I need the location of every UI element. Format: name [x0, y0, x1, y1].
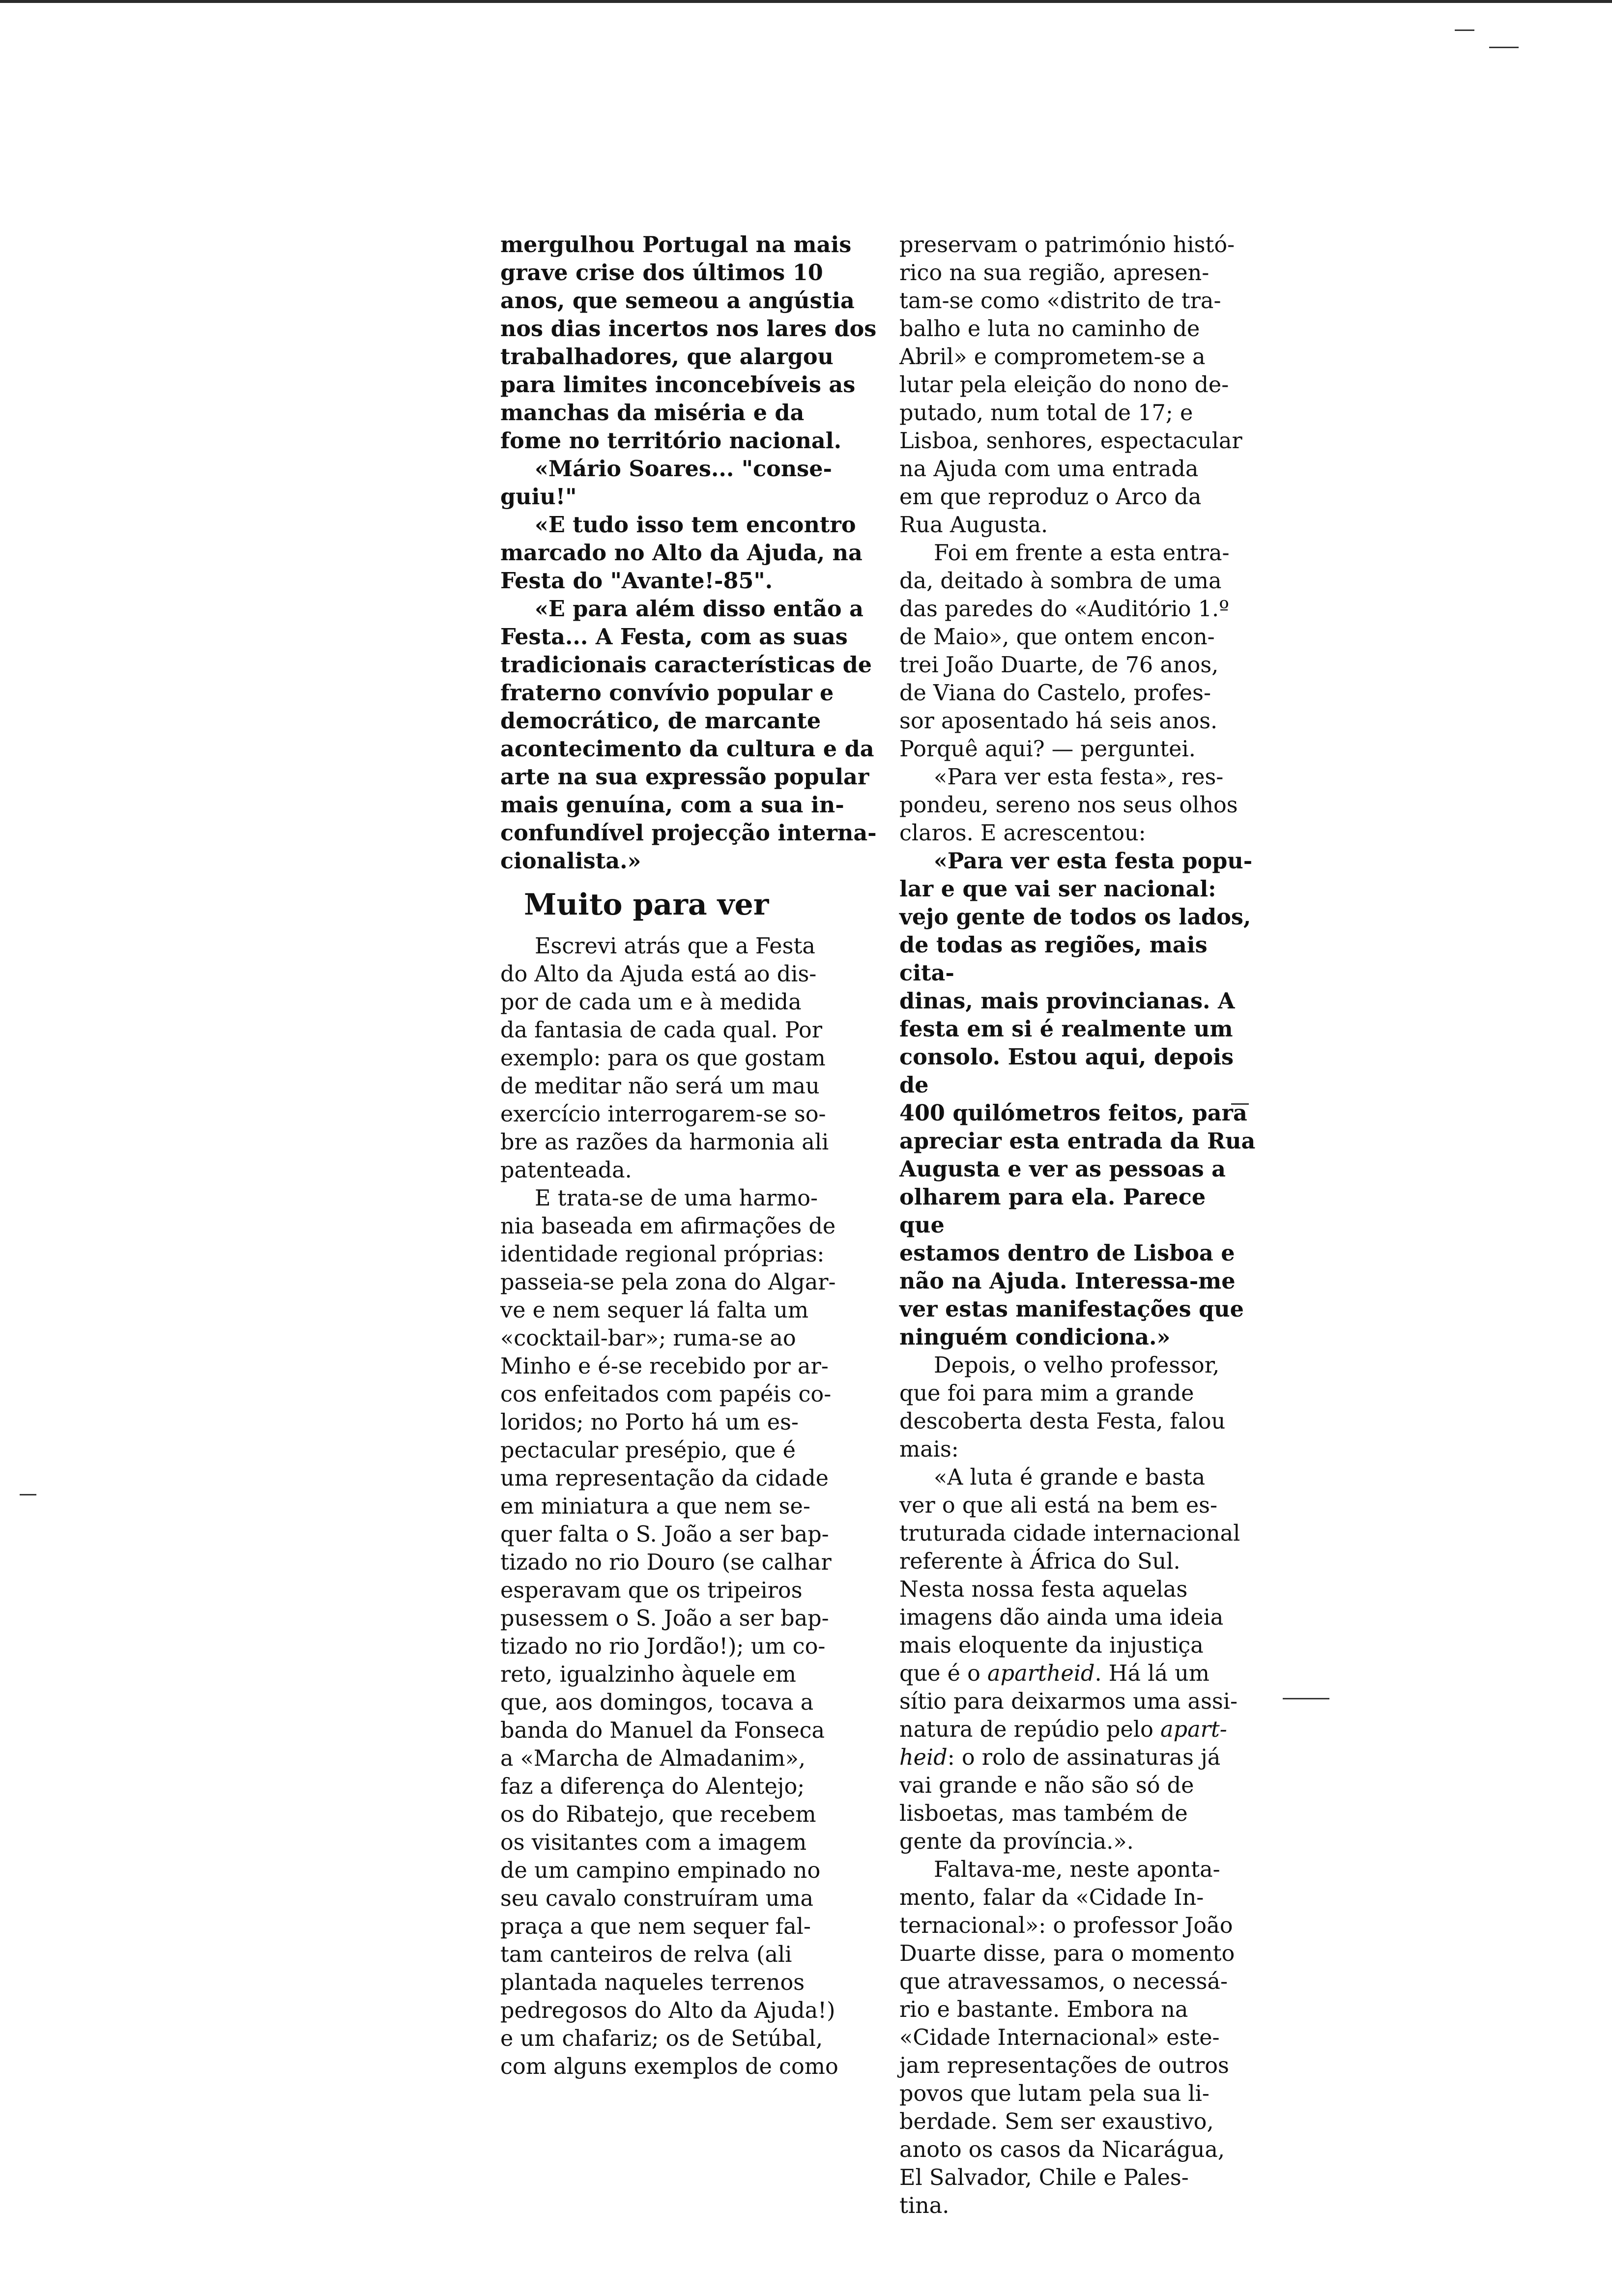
- article-paragraph: «E para além disso então a Festa... A Festa, com as suas tradicionais características de fraterno convívio popular e democrático, de marcante acontecimento da cultura e da arte na sua expressão popular mais genuína, com a sua in- confundível projecção interna- cionalista.»: [500, 596, 877, 874]
- article-paragraph: Faltava-me, neste aponta- mento, falar da «Cidade In- ternacional»: o professor João Duarte disse, para o momento que atravessamos, o necessá- rio e bastante. Embora na «Cidade Internacional» este- jam representações de outros povos que lutam pela sua li- berdade. Sem ser exaustivo, anoto os casos da Nicarágua, El Salvador, Chile e Pales- tina.: [899, 1857, 1235, 2218]
- scan-speck: [1455, 29, 1474, 31]
- article-paragraph: Escrevi atrás que a Festa do Alto da Ajuda está ao dis- por de cada um e à medida da fantasia de cada qual. Por exemplo: para os que gostam de meditar não será um mau exercício interrogarem-se so- bre as razões da harmonia ali patenteada.: [500, 934, 829, 1183]
- scan-speck: [1283, 1698, 1329, 1699]
- quote-text: . Há lá um sítio para deixarmos uma assi- natura de repúdio pelo: [899, 1661, 1238, 1742]
- emphasis-term: apartheid: [987, 1661, 1095, 1686]
- article-paragraph: E trata-se de uma harmo- nia baseada em afirmações de identidade regional próprias: passeia-se pela zona do Algar- ve e nem sequer lá falta um «cocktail-bar»; ruma-se ao Minho e é-se recebido por ar- cos enfeitados com papéis co- loridos; no Porto há um es- pectacular presépio, que é uma representação da cidade em miniatura a que nem se- quer falta o S. João a ser bap- tizado no rio Douro (se calhar esperavam que os tripeiros pusessem o S. João a ser bap- tizado no rio Jordão!); um co- reto, igualzinho àquele em que, aos domingos, tocava a banda do Manuel da Fonseca a «Marcha de Almadanim», faz a diferença do Alentejo; os do Ribatejo, que recebem os visitantes com a imagem de um campino empinado no seu cavalo construíram uma praça a que nem sequer fal- tam canteiros de relva (ali plantada naqueles terrenos pedregosos do Alto da Ajuda!) e um chafariz; os de Setúbal, com alguns exemplos de como: [500, 1186, 838, 2079]
- article-paragraph: «E tudo isso tem encontro marcado no Alto da Ajuda, na Festa do "Avante!-85".: [500, 512, 863, 594]
- article-column-right: [899, 231, 1258, 2220]
- article-paragraph: «Para ver esta festa popu- lar e que vai ser nacional: vejo gente de todos os lados, de todas as regiões, mais cita- dinas, mais provincianas. A festa em si é realmente um consolo. Estou aqui, depois de 400 quilómetros feitos, para apreciar esta entrada da Rua Augusta e ver as pessoas a olharem para ela. Parece que estamos dentro de Lisboa e não na Ajuda. Interessa-me ver estas manifestações que ninguém condiciona.»: [899, 848, 1256, 1350]
- article-paragraph: preservam o património histó- rico na sua região, apresen- tam-se como «distrito de tra- balho e luta no caminho de Abril» e comprometem-se a lutar pela eleição do nono de- putado, num total de 17; e Lisboa, senhores, espectacular na Ajuda com uma entrada em que reproduz o Arco da Rua Augusta.: [899, 232, 1242, 538]
- scan-speck: [1489, 47, 1519, 48]
- scan-border-top: [0, 0, 1612, 3]
- article-paragraph: «Para ver esta festa», res- pondeu, sereno nos seus olhos claros. E acrescentou:: [899, 765, 1238, 846]
- quote-text: «A luta é grande e basta ver o que ali está na bem es- truturada cidade internacional referente à África do Sul. Nesta nossa festa aquelas imagens dão ainda uma ideia mais eloquente da injustiça que é o: [899, 1465, 1240, 1686]
- article-paragraph: «Mário Soares... "conse- guiu!": [500, 456, 833, 510]
- article-paragraph: Foi em frente a esta entra- da, deitado à sombra de uma das paredes do «Auditório 1.º de Maio», que ontem encon- trei João Duarte, de 76 anos, de Viana do Castelo, profes- sor aposentado há seis anos. Porquê aqui? — perguntei.: [899, 541, 1230, 762]
- article-paragraph: mergulhou Portugal na mais grave crise dos últimos 10 anos, que semeou a angústia nos dias incertos nos lares dos trabalhadores, que alargou para limites inconcebíveis as manchas da miséria e da fome no território nacional.: [500, 232, 877, 454]
- article-paragraph: Depois, o velho professor, que foi para mim a grande descoberta desta Festa, falou mais:: [899, 1353, 1226, 1462]
- article-paragraph-quote: [899, 1464, 1258, 1856]
- scan-speck: [20, 1494, 36, 1495]
- quote-text: : o rolo de assinaturas já vai grande e não são só de lisboetas, mas também de gente da província.».: [899, 1745, 1221, 1854]
- emphasis-term: apart- heid: [899, 1717, 1227, 1770]
- section-subheading: Muito para ver: [524, 888, 769, 922]
- article-column-left: [500, 231, 884, 2081]
